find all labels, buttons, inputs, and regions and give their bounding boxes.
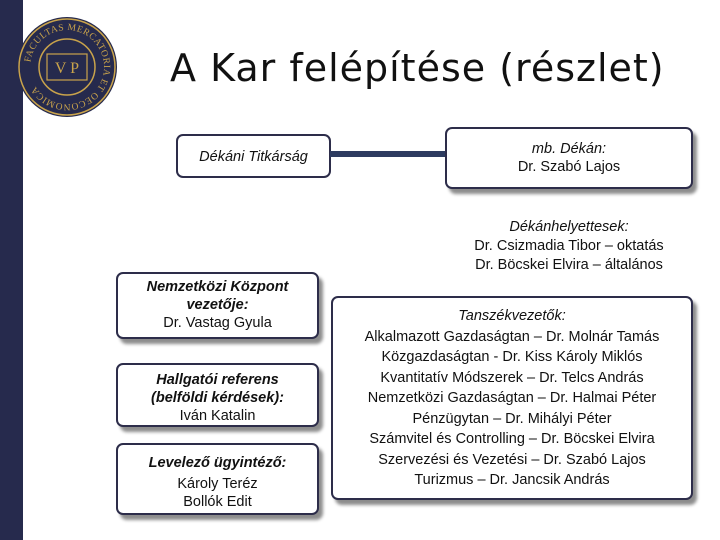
- dean-box: [445, 127, 693, 189]
- vice-dean-line: Dr. Csizmadia Tibor – oktatás: [474, 238, 664, 254]
- international-name: Dr. Vastag Gyula: [163, 315, 272, 331]
- department-line: Alkalmazott Gazdaságtan – Dr. Molnár Tamás: [364, 328, 660, 345]
- department-line: Szervezési és Vezetési – Dr. Szabó Lajos: [378, 451, 646, 468]
- department-line: Közgazdaságtan - Dr. Kiss Károly Miklós: [381, 349, 643, 365]
- international-role-line1: Nemzetközi Központ: [146, 279, 289, 295]
- student-referent-box: [116, 363, 319, 427]
- international-role-line2: vezetője:: [186, 297, 249, 313]
- faculty-seal-logo: [16, 16, 118, 118]
- student-role-line1: Hallgatói referens: [156, 372, 279, 388]
- international-center-box: [116, 272, 319, 339]
- departments-heading: Tanszékvezetők:: [458, 308, 566, 324]
- secretariat-box: [176, 134, 331, 178]
- department-line: Számvitel és Controlling – Dr. Böcskei Elvira: [369, 431, 655, 447]
- correspondence-box: [116, 443, 319, 515]
- department-line: Kvantitatív Módszerek – Dr. Telcs András: [380, 369, 644, 386]
- vice-deans-heading: Dékánhelyettesek:: [509, 219, 629, 235]
- correspondence-role: Levelező ügyintéző:: [148, 455, 287, 471]
- department-line: Nemzetközi Gazdaságtan – Dr. Halmai Péter: [367, 390, 657, 406]
- svg-text:V P: V P: [54, 60, 80, 77]
- page-title: A Kar felépítése (részlet): [170, 46, 665, 90]
- secretariat-label: Dékáni Titkárság: [199, 149, 308, 165]
- correspondence-name: Bollók Edit: [183, 494, 252, 510]
- svg-text:FACULTAS MERCATORIA ET OECONOM: FACULTAS MERCATORIA ET OECONOMICA: [23, 22, 112, 112]
- vice-deans-block: [445, 218, 693, 275]
- correspondence-name: Károly Teréz: [177, 476, 258, 492]
- student-role-line2: (belföldi kérdések):: [151, 390, 284, 406]
- dean-role: mb. Dékán:: [531, 141, 607, 157]
- dean-name: Dr. Szabó Lajos: [517, 159, 621, 175]
- departments-box: [331, 296, 693, 500]
- department-line: Turizmus – Dr. Jancsik András: [414, 472, 610, 488]
- vice-dean-line: Dr. Böcskei Elvira – általános: [475, 257, 663, 273]
- student-name: Iván Katalin: [179, 408, 256, 424]
- department-line: Pénzügytan – Dr. Mihályi Péter: [412, 410, 612, 427]
- secretariat-dean-connector: [330, 151, 447, 157]
